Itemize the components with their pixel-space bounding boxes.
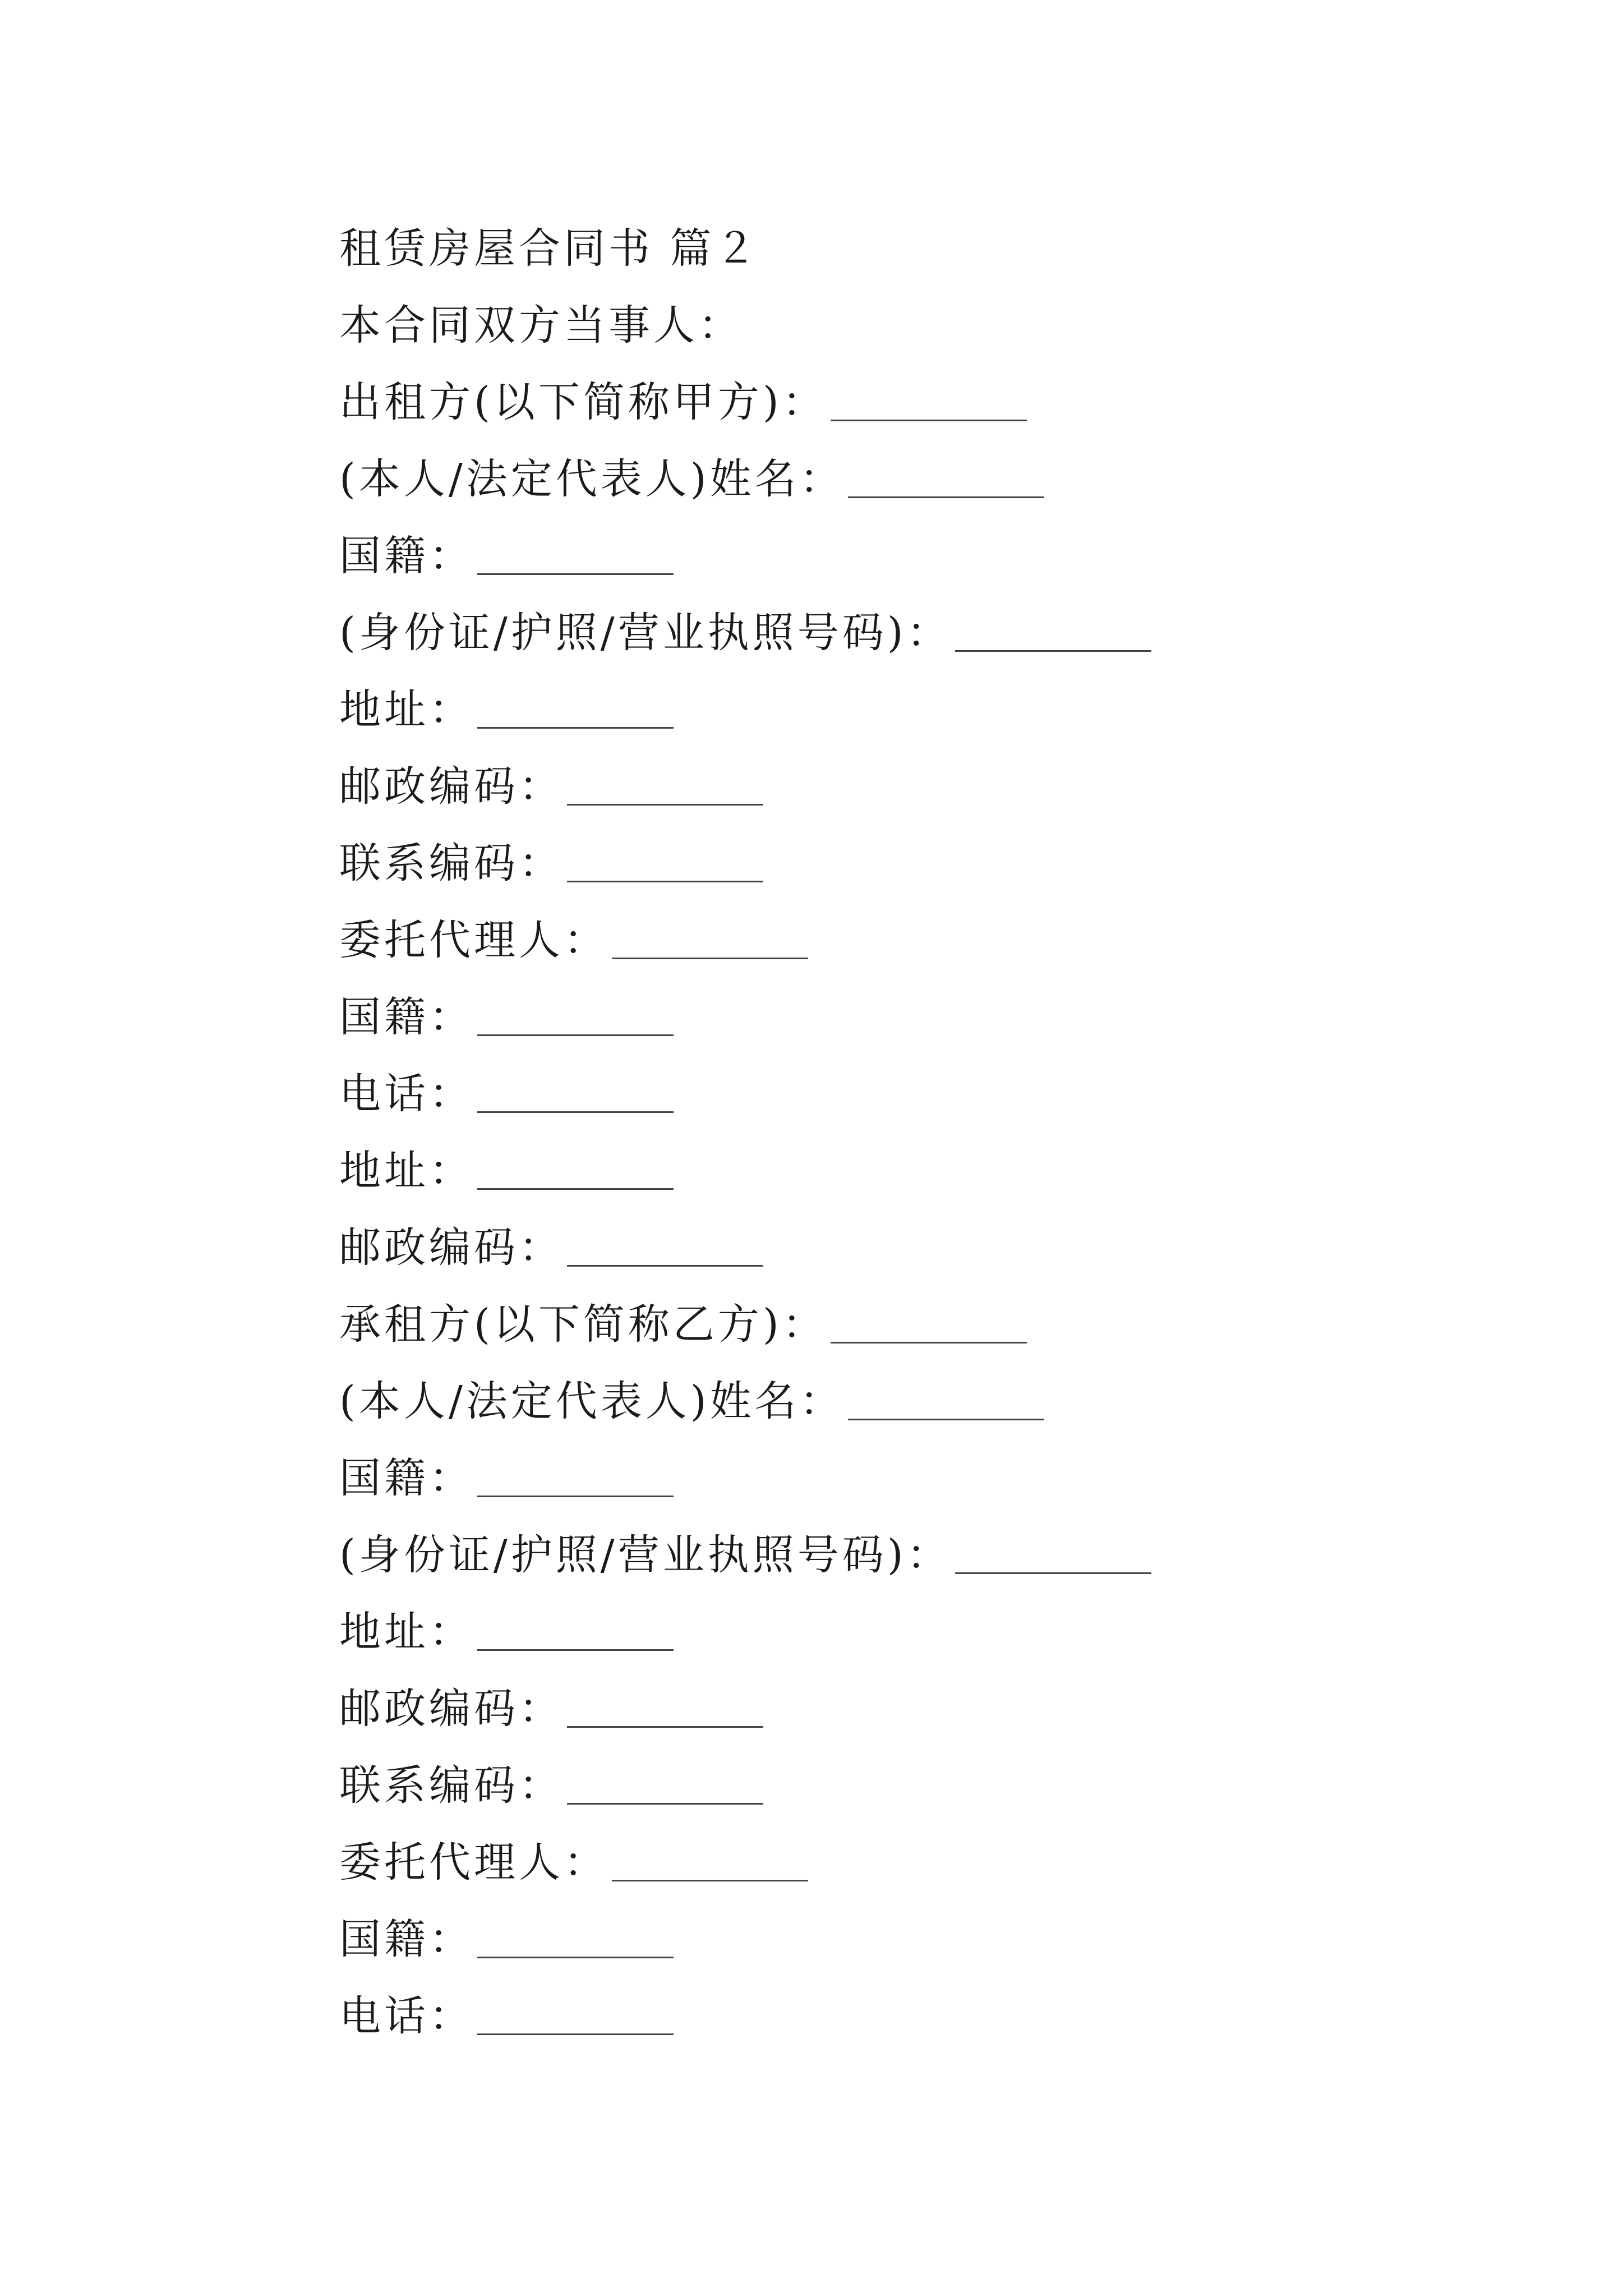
field-label: 承租方(以下简称乙方)： [339,1300,827,1349]
field-label: 邮政编码： [339,1685,564,1733]
field-lessee-address [339,1598,674,1659]
fill-in-blank[interactable] [477,1923,674,1958]
field-label: 国籍： [339,1454,474,1502]
field-label: 国籍： [339,1915,474,1963]
fill-in-blank[interactable] [477,1001,674,1036]
field-lessee-agent-nationality [339,1905,674,1967]
field-label: (身份证/护照/营业执照号码)： [339,609,952,657]
fill-in-blank[interactable] [477,1078,674,1113]
fill-in-blank[interactable] [955,1539,1151,1574]
field-lessor-contact [339,829,763,891]
fill-in-blank[interactable] [955,616,1151,652]
field-lessor-id [339,599,1151,660]
field-lessor-agent-phone [339,1060,674,1121]
fill-in-blank[interactable] [567,770,763,806]
field-lessee-agent [339,1828,808,1890]
field-label: 出租方(以下简称甲方)： [339,378,827,426]
field-label: 邮政编码： [339,762,564,811]
field-lessor-nationality [339,522,674,583]
field-label: 电话： [339,1070,474,1118]
field-lessor-agent-postcode [339,1213,763,1275]
field-label: 电话： [339,1992,474,2040]
fill-in-blank[interactable] [477,2000,674,2035]
fill-in-blank[interactable] [831,1308,1027,1343]
field-label: 地址： [339,1608,474,1656]
field-label: (身份证/护照/营业执照号码)： [339,1531,952,1579]
field-label: 国籍： [339,993,474,1041]
field-lessor-address [339,675,674,737]
intro-text: 本合同双方当事人： [339,301,743,349]
fill-in-blank[interactable] [612,1846,808,1881]
field-lessor-agent-address [339,1137,674,1198]
title-text: 租赁房屋合同书 篇２ [339,224,760,273]
field-label: 委托代理人： [339,916,608,964]
field-lessor-agent [339,906,808,968]
field-lessor-postcode [339,752,763,814]
field-label: 委托代理人： [339,1838,608,1887]
field-label: 地址： [339,1147,474,1195]
field-label: 国籍： [339,532,474,580]
field-lessee-id [339,1521,1151,1582]
fill-in-blank[interactable] [612,924,808,959]
fill-in-blank[interactable] [848,463,1044,498]
field-label: 地址： [339,685,474,734]
fill-in-blank[interactable] [477,1154,674,1190]
fill-in-blank[interactable] [831,386,1027,421]
field-lessee [339,1290,1027,1352]
field-lessee-contact [339,1751,763,1813]
field-lessee-postcode [339,1674,763,1736]
field-lessee-nationality [339,1444,674,1506]
intro-line [339,291,743,353]
field-lessor-agent-nationality [339,983,674,1045]
field-label: 联系编码： [339,1761,564,1810]
fill-in-blank[interactable] [477,1616,674,1651]
fill-in-blank[interactable] [567,847,763,882]
fill-in-blank[interactable] [567,1231,763,1267]
field-lessor [339,368,1027,430]
field-label: (本人/法定代表人)姓名： [339,455,845,503]
field-lessee-name [339,1367,1044,1429]
field-lessee-agent-phone [339,1982,674,2044]
fill-in-blank[interactable] [477,540,674,575]
fill-in-blank[interactable] [477,1462,674,1497]
fill-in-blank[interactable] [848,1385,1044,1420]
fill-in-blank[interactable] [567,1692,763,1728]
fill-in-blank[interactable] [567,1769,763,1805]
field-label: (本人/法定代表人)姓名： [339,1377,845,1425]
field-label: 邮政编码： [339,1223,564,1272]
document-title [339,214,760,276]
field-label: 联系编码： [339,839,564,887]
fill-in-blank[interactable] [477,693,674,729]
field-lessor-name [339,445,1044,507]
